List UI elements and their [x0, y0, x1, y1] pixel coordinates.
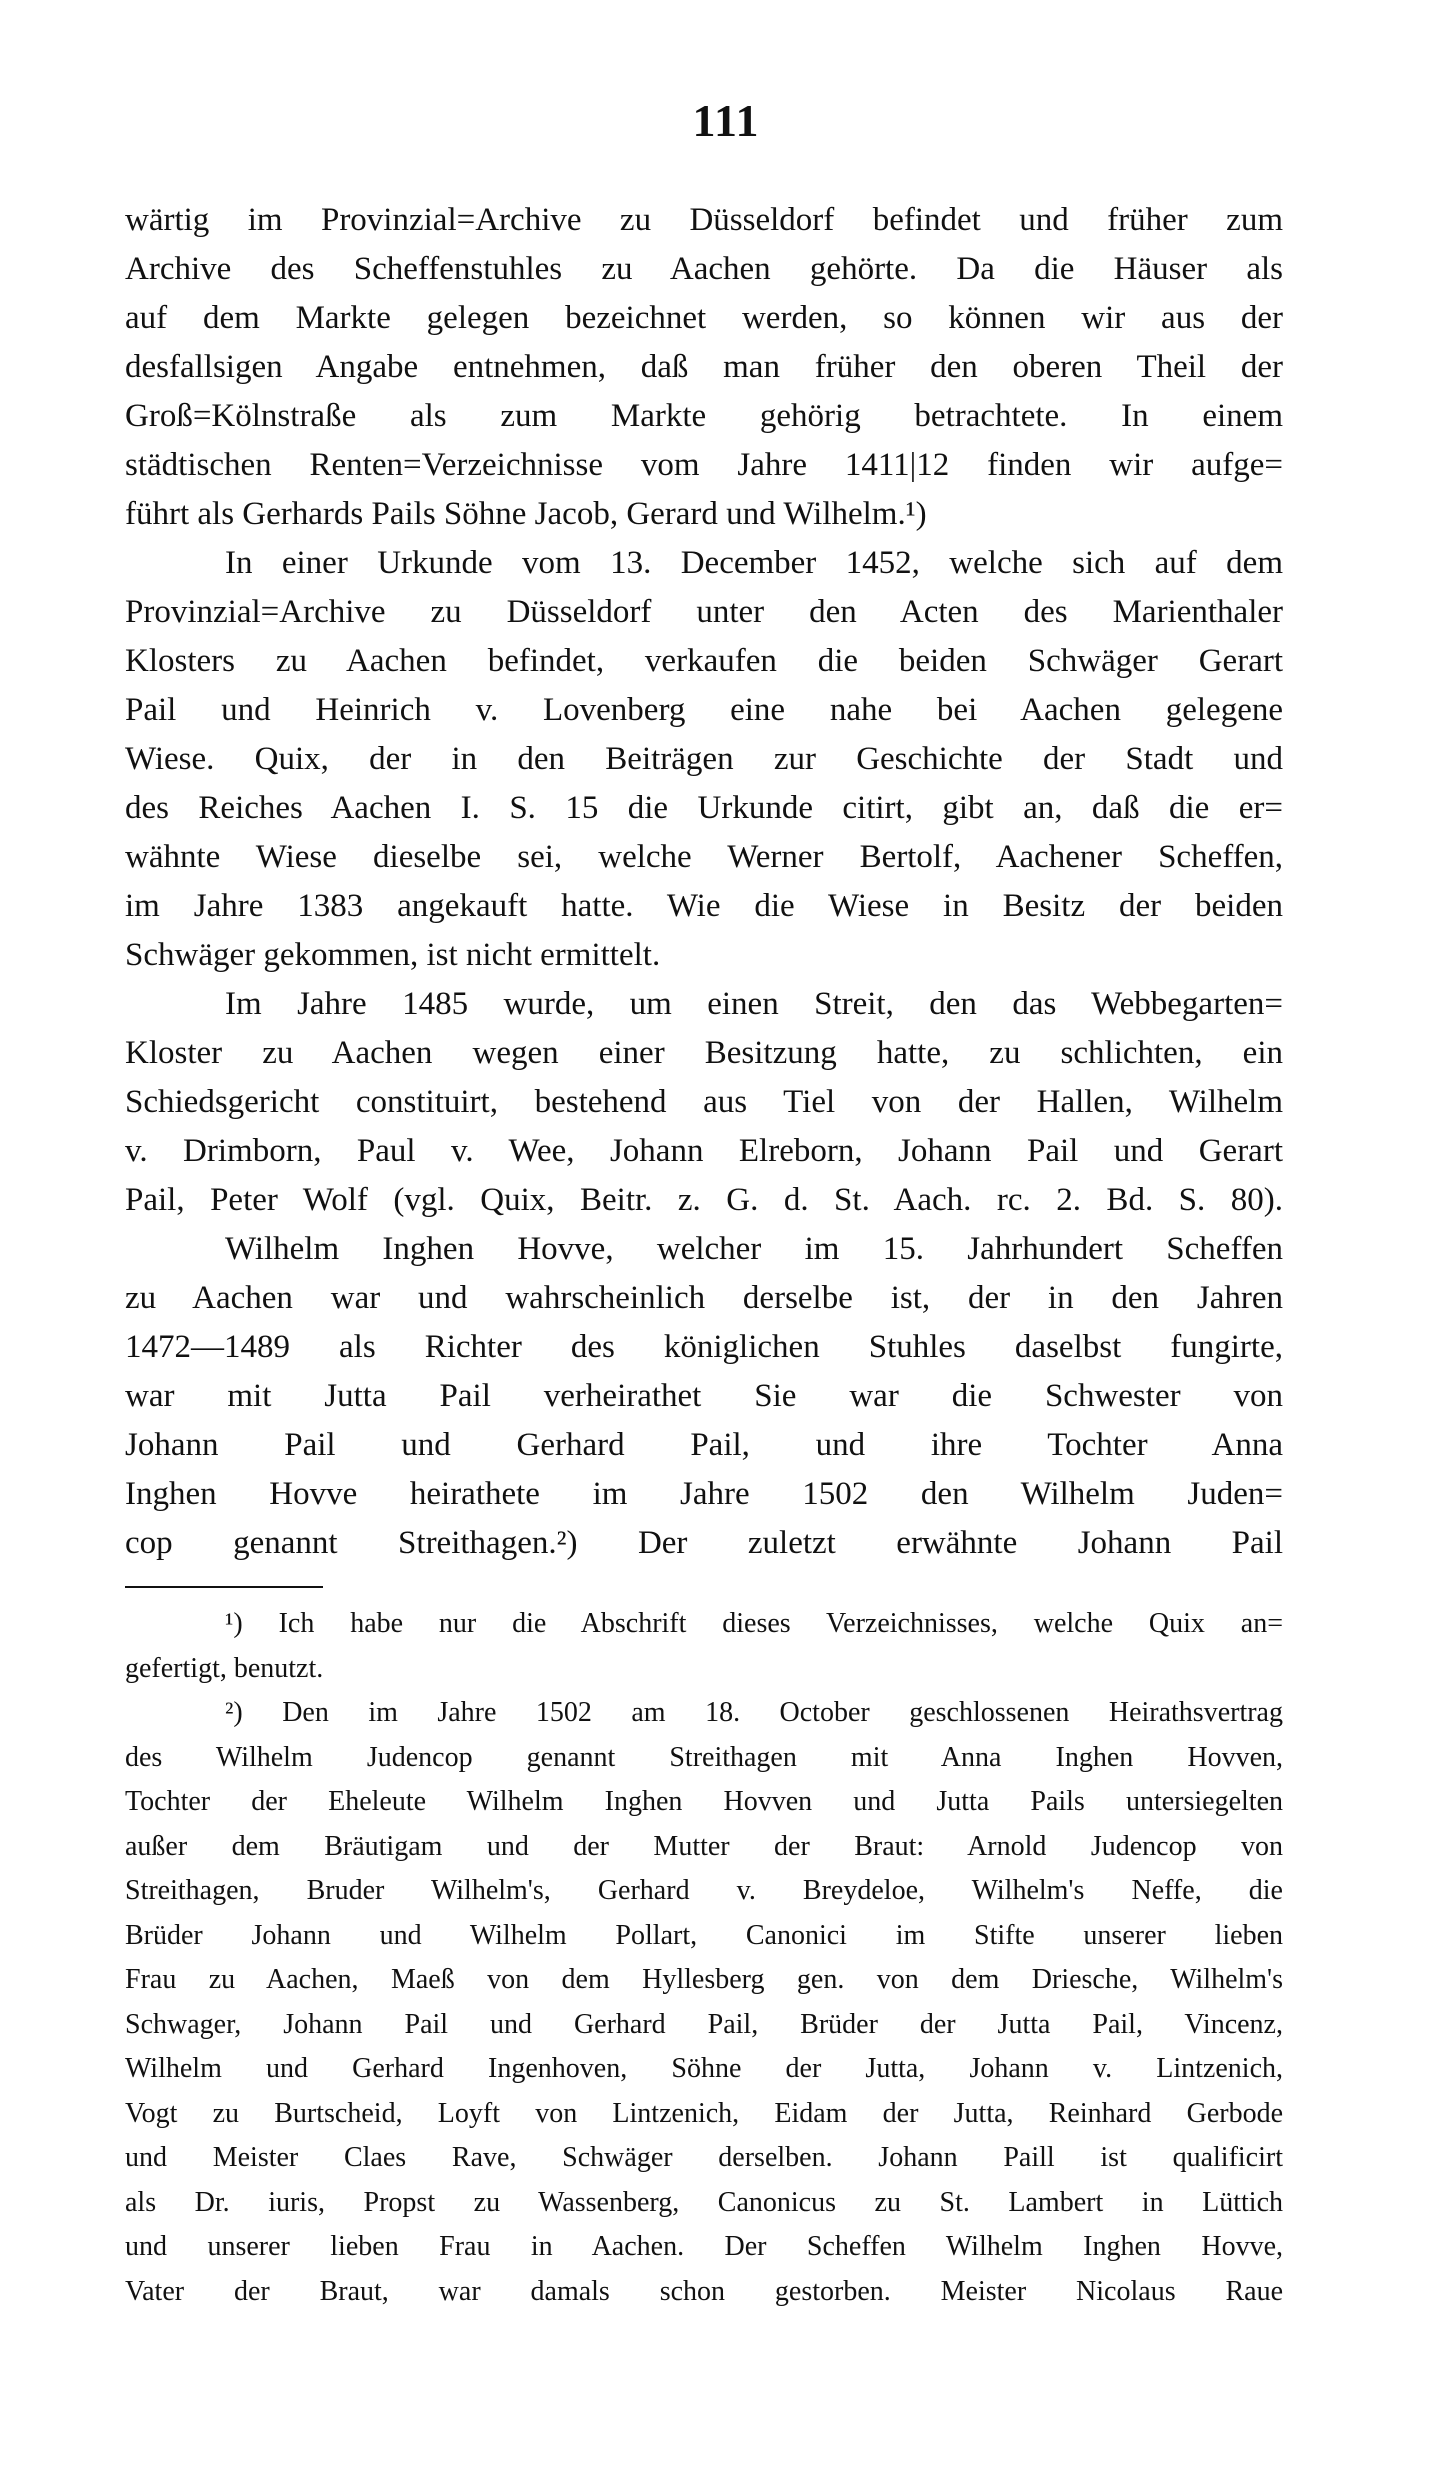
footnote-line: Tochter der Eheleute Wilhelm Inghen Hovven und Jutta Pails untersiegelten [125, 1786, 1283, 1817]
paragraph [125, 980, 1283, 1225]
text-line: Pail, Peter Wolf (vgl. Quix, Beitr. z. G. d. St. Aach. rc. 2. Bd. S. 80). [125, 1182, 1283, 1218]
text-line: Provinzial=Archive zu Düsseldorf unter den Acten des Marienthaler [125, 594, 1283, 630]
text-line: Schiedsgericht constituirt, bestehend aus Tiel von der Hallen, Wilhelm [125, 1084, 1283, 1120]
text-line: Im Jahre 1485 wurde, um einen Streit, den das Webbegarten= [225, 986, 1283, 1022]
main-text-body [125, 196, 1283, 1568]
text-line: 1472—1489 als Richter des königlichen Stuhles daselbst fungirte, [125, 1329, 1283, 1365]
paragraph [125, 539, 1283, 980]
footnote-line: Streithagen, Bruder Wilhelm's, Gerhard v. Breydeloe, Wilhelm's Neffe, die [125, 1875, 1283, 1906]
text-line: desfallsigen Angabe entnehmen, daß man früher den oberen Theil der [125, 349, 1283, 385]
text-line: führt als Gerhards Pails Söhne Jacob, Gerard und Wilhelm.¹) [125, 496, 927, 532]
text-line: wähnte Wiese dieselbe sei, welche Werner Bertolf, Aachener Scheffen, [125, 839, 1283, 875]
text-line: war mit Jutta Pail verheirathet Sie war die Schwester von [125, 1378, 1283, 1414]
text-line: Schwäger gekommen, ist nicht ermittelt. [125, 937, 661, 973]
text-line: Wilhelm Inghen Hovve, welcher im 15. Jahrhundert Scheffen [225, 1231, 1283, 1267]
text-line: Archive des Scheffenstuhles zu Aachen gehörte. Da die Häuser als [125, 251, 1283, 287]
text-line: Wiese. Quix, der in den Beiträgen zur Geschichte der Stadt und [125, 741, 1283, 777]
text-line: Groß=Kölnstraße als zum Markte gehörig betrachtete. In einem [125, 398, 1283, 434]
page-number: 111 [692, 95, 760, 146]
text-line: v. Drimborn, Paul v. Wee, Johann Elreborn, Johann Pail und Gerart [125, 1133, 1283, 1169]
footnote-line: Schwager, Johann Pail und Gerhard Pail, Brüder der Jutta Pail, Vincenz, [125, 2008, 1283, 2040]
footnote-2 [125, 1691, 1283, 2314]
text-line: des Reiches Aachen I. S. 15 die Urkunde citirt, gibt an, daß die er= [125, 790, 1283, 826]
footnote-line: Frau zu Aachen, Maeß von dem Hyllesberg gen. von dem Driesche, Wilhelm's [125, 1964, 1283, 1995]
text-line: im Jahre 1383 angekauft hatte. Wie die Wiese in Besitz der beiden [125, 888, 1283, 924]
footnote-line: Brüder Johann und Wilhelm Pollart, Canonici im Stifte unserer lieben [125, 1919, 1283, 1951]
text-line: Klosters zu Aachen befindet, verkaufen die beiden Schwäger Gerart [125, 643, 1283, 679]
footnote-line: Wilhelm und Gerhard Ingenhoven, Söhne der Jutta, Johann v. Lintzenich, [125, 2053, 1283, 2084]
footnote-line: außer dem Bräutigam und der Mutter der Braut: Arnold Judencop von [125, 1830, 1283, 1862]
footnote-line: und unserer lieben Frau in Aachen. Der Scheffen Wilhelm Inghen Hovve, [125, 2231, 1283, 2262]
footnote-line: Vogt zu Burtscheid, Loyft von Lintzenich, Eidam der Jutta, Reinhard Gerbode [125, 2097, 1283, 2129]
footnote-separator [125, 1586, 323, 1588]
footnote-line: gefertigt, benutzt. [125, 1652, 324, 1684]
footnote-line: als Dr. iuris, Propst zu Wassenberg, Canonicus zu St. Lambert in Lüttich [125, 2186, 1283, 2218]
text-line: Inghen Hovve heirathete im Jahre 1502 den Wilhelm Juden= [125, 1476, 1283, 1512]
footnote-line: des Wilhelm Judencop genannt Streithagen mit Anna Inghen Hovven, [125, 1741, 1283, 1773]
footnote-line: ¹) Ich habe nur die Abschrift dieses Verzeichnisses, welche Quix an= [225, 1608, 1283, 1639]
footnote-line: und Meister Claes Rave, Schwäger derselben. Johann Paill ist qualificirt [125, 2142, 1283, 2173]
text-line: städtischen Renten=Verzeichnisse vom Jahre 1411|12 finden wir aufge= [125, 447, 1283, 483]
text-line: Johann Pail und Gerhard Pail, und ihre Tochter Anna [125, 1427, 1283, 1463]
text-line: Kloster zu Aachen wegen einer Besitzung hatte, zu schlichten, ein [125, 1035, 1283, 1071]
text-line: In einer Urkunde vom 13. December 1452, welche sich auf dem [225, 545, 1283, 581]
text-line: cop genannt Streithagen.²) Der zuletzt erwähnte Johann Pail [125, 1525, 1283, 1561]
text-line: wärtig im Provinzial=Archive zu Düsseldorf befindet und früher zum [125, 202, 1283, 238]
footnote-1 [125, 1602, 1283, 1691]
footnotes [125, 1602, 1283, 2314]
footnote-line: ²) Den im Jahre 1502 am 18. October geschlossenen Heirathsvertrag [225, 1697, 1283, 1728]
text-line: Pail und Heinrich v. Lovenberg eine nahe bei Aachen gelegene [125, 692, 1283, 728]
paragraph [125, 196, 1283, 539]
text-line: zu Aachen war und wahrscheinlich derselbe ist, der in den Jahren [125, 1280, 1283, 1316]
text-line: auf dem Markte gelegen bezeichnet werden, so können wir aus der [125, 300, 1283, 336]
paragraph [125, 1225, 1283, 1568]
footnote-line: Vater der Braut, war damals schon gestorben. Meister Nicolaus Raue [125, 2275, 1283, 2307]
